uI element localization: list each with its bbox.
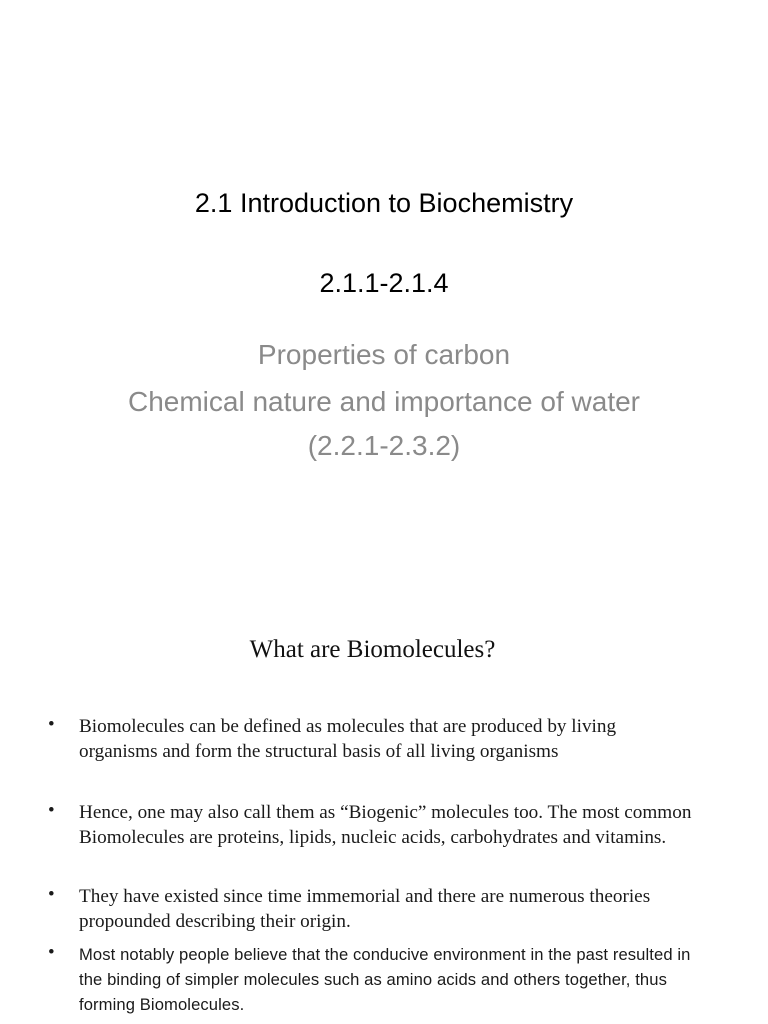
slide-title: 2.1 Introduction to Biochemistry	[194, 188, 574, 218]
slide-subtitle-water: Chemical nature and importance of water (2.2.1-2.3.2)	[127, 386, 641, 461]
list-item	[48, 884, 698, 934]
bullet-text: They have existed since time immemorial and there are numerous theories propounded describing their origin.	[79, 886, 651, 932]
bullet-text: Biomolecules can be defined as molecules that are produced by living organisms and form the structural basis of all living organisms	[79, 716, 617, 762]
bullet-icon: •	[48, 800, 55, 821]
bullet-text: Most notably people believe that the conducive environment in the past resulted in the binding of simpler molecules such as amino acids and others together, thus forming Biomolecules.	[79, 945, 691, 1014]
bullet-list-2	[48, 800, 698, 850]
bullet-icon: •	[48, 714, 55, 735]
bullet-list-1	[48, 714, 698, 764]
bullet-icon: •	[48, 942, 55, 963]
list-item	[48, 714, 698, 764]
bullet-list-4	[48, 942, 698, 1017]
list-item	[48, 942, 698, 1017]
slide-subtitle-carbon: Properties of carbon	[257, 339, 511, 370]
bullet-text: Hence, one may also call them as “Biogenic” molecules too. The most common Biomolecules are proteins, lipids, nucleic acids, carbohydrates and vitamins.	[79, 802, 692, 848]
list-item	[48, 800, 698, 850]
slide-section-numbers: 2.1.1-2.1.4	[319, 268, 449, 298]
bullet-icon: •	[48, 884, 55, 905]
bullet-list-3	[48, 884, 698, 934]
biomolecules-heading: What are Biomolecules?	[249, 636, 496, 663]
